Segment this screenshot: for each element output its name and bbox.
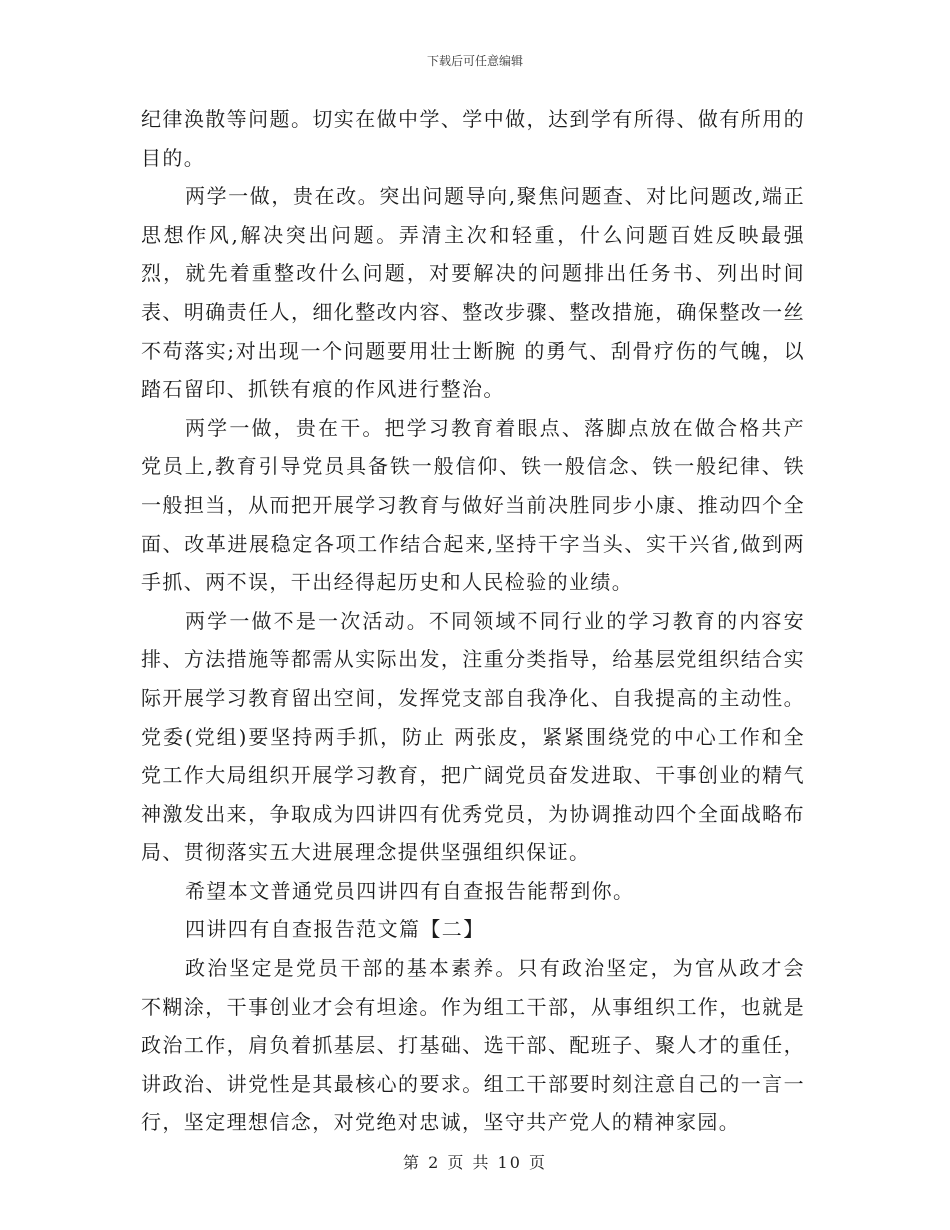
paragraph-2: 两学一做，贵在改。突出问题导向,聚焦问题查、对比问题改,端正思想作风,解决突出问题。弄清主次和轻重，什么问题百姓反映最强烈，就先着重整改什么问题，对要解决的问题排出任务书、列出时间表、明确责任人，细化整改内容、整改步骤、整改措施，确保整改一丝不苟落实;对出现一个问题要用壮士断腕 的勇气、刮骨疗伤的气魄，以踏石留印、抓铁有痕的作风进行整治。 [141,184,805,402]
paragraph-7: 政治坚定是党员干部的基本素养。只有政治坚定，为官从政才会不糊涂，干事创业才会有坦途。作为组工干部，从事组织工作，也就是政治工作，肩负着抓基层、打基础、选干部、配班子、聚人才的重任，讲政治、讲党性是其最核心的要求。组工干部要时刻注意自己的一言一行，坚定理想信念，对党绝对忠诚，坚守共产党人的精神家园。 [141,956,805,1135]
paragraph-4: 两学一做不是一次活动。不同领域不同行业的学习教育的内容安排、方法措施等都需从实际出发，注重分类指导，给基层党组织结合实际开展学习教育留出空间，发挥党支部自我净化、自我提高的主动性。党委(党组)要坚持两手抓，防止 两张皮，紧紧围绕党的中心工作和全党工作大局组织开展学习教育，把广阔党员奋发进取、干事创业的精气神激发出来，争取成为四讲四有优秀党员，为协调推动四个全面战略布局、贯彻落实五大进展理念提供坚强组织保证。 [141,608,805,865]
paragraph-3: 两学一做，贵在干。把学习教育着眼点、落脚点放在做合格共产党员上,教育引导党员具备铁一般信仰、铁一般信念、铁一般纪律、铁一般担当，从而把开展学习教育与做好当前决胜同步小康、推动四个全面、改革进展稳定各项工作结合起来,坚持干字当头、实干兴省,做到两手抓、两不误，干出经得起历史和人民检验的业绩。 [141,415,805,595]
section-heading: 四讲四有自查报告范文篇【二】 [185,917,485,942]
page-header: 下载后可任意编辑 [426,54,523,68]
document-body [141,100,805,1142]
paragraph-5: 希望本文普通党员四讲四有自查报告能帮到你。 [185,878,635,903]
paragraph-1: 纪律涣散等问题。切实在做中学、学中做，达到学有所得、做有所用的目的。 [141,107,805,170]
page-footer: 第 2 页 共 10 页 [403,1153,547,1172]
